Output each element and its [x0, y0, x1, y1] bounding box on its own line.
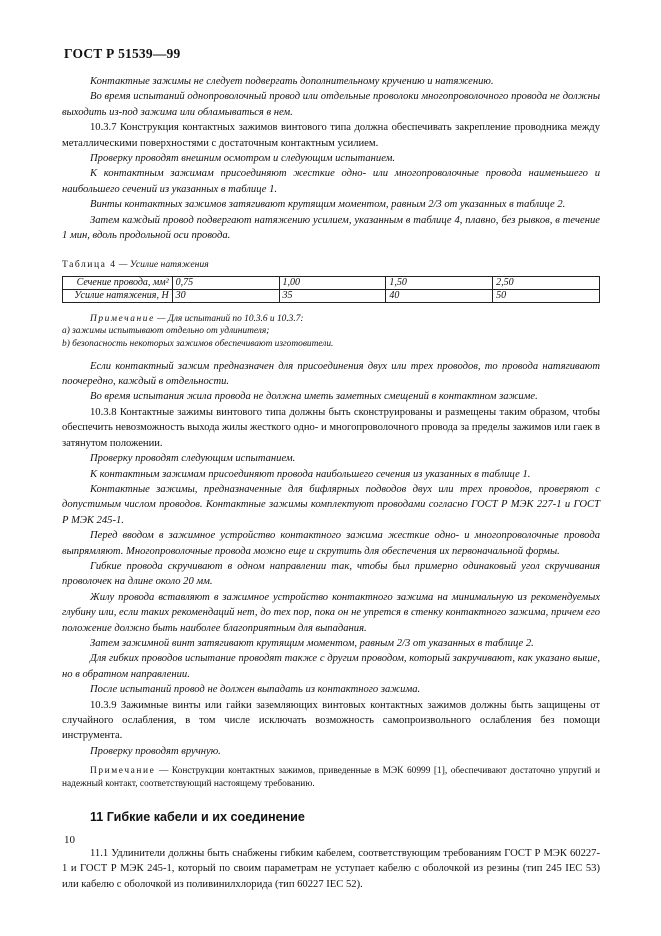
paragraph: Контактные зажимы не следует подвергать дополнительному кручению и натяжению.: [90, 76, 494, 87]
note-item: b) безопасность некоторых зажимов обеспечивают изготовители.: [62, 339, 334, 350]
table-cell: 40: [386, 289, 493, 302]
table-cell: 0,75: [172, 276, 279, 289]
paragraph: К контактным зажимам присоединяют жесткие одно- или многопроволочные провода наименьшего и наибольшего сечений из указанных в таблице 1.: [62, 168, 600, 195]
paragraph: Если контактный зажим предназначен для присоединения двух или трех проводов, то провода натягивают поочередно, каждый в отдельности.: [62, 360, 600, 388]
clause-10-3-7: 10.3.7 Конструкция контактных зажимов винтового типа должна обеспечивать закрепление проводника между металлическими поверхностями с достаточным контактным усилием.: [62, 122, 600, 149]
note-heading: [62, 313, 600, 326]
note-text: — Конструкции контактных зажимов, приведенные в МЭК 60999 [1], обеспечивают достаточно упругий и надежный контакт, соответствующий настоящему требованию.: [62, 766, 600, 789]
note-text: — Для испытаний по 10.3.6 и 10.3.7:: [154, 313, 304, 324]
table-label: Таблица 4: [62, 259, 117, 271]
table-cell: 1,50: [386, 276, 493, 289]
paragraph: Во время испытания жила провода не должна иметь заметных смещений в контактном зажиме.: [90, 391, 538, 403]
clause-10-3-9: 10.3.9 Зажимные винты или гайки заземляющих винтовых контактных зажимов должны быть защищены от случайного ослабления, в том числе исключать возможность самопроизвольного ослабления без помощи инструмента.: [62, 699, 600, 742]
table-cell: 50: [493, 289, 600, 302]
row-header: Сечение провода, мм²: [63, 276, 173, 289]
tension-table: [62, 276, 600, 303]
clause-note: [62, 765, 600, 790]
paragraph: Винты контактных зажимов затягивают крутящим моментом, равным 2/3 от указанных в таблице 2.: [90, 199, 566, 211]
paragraph: Перед вводом в зажимное устройство контактного зажима жесткие одно- и многопроволочные провода выпрямляют. Многопроволочные провода можно еще и скрутить для обеспечения их первоначальной формы.: [62, 530, 600, 557]
paragraph: Для гибких проводов испытание проводят также с другим проводом, который закручивают, как указано выше, но в обратном направлении.: [62, 653, 600, 680]
paragraph: К контактным зажимам присоединяют провода наибольшего сечения из указанных в таблице 1.: [90, 468, 531, 480]
paragraph: Гибкие провода скручивают в одном направлении так, чтобы был примерно одинаковый угол скручивания проволочек на длине около 20 мм.: [62, 560, 600, 588]
table-caption: [62, 257, 600, 272]
page-number: 10: [64, 834, 75, 846]
table-note: [62, 313, 600, 351]
document-body: [62, 74, 600, 892]
note-item: a) зажимы испытывают отдельно от удлинителя;: [62, 326, 270, 337]
table-row: [63, 289, 600, 302]
paragraph: Проверку проводят вручную.: [90, 745, 221, 757]
paragraph: Затем каждый провод подвергают натяжению усилием, указанным в таблице 4, плавно, без рывков, в течение 1 мин, вдоль продольной оси провода.: [62, 214, 600, 242]
table-row: [63, 276, 600, 289]
table-cell: 2,50: [493, 276, 600, 289]
paragraph: Затем зажимной винт затягивают крутящим моментом, равным 2/3 от указанных в таблице 2.: [90, 637, 534, 649]
clause-11-1: 11.1 Удлинители должны быть снабжены гибким кабелем, соответствующим требованиям ГОСТ Р МЭК 60227-1 и ГОСТ Р МЭК 245-1, который по своим параметрам не уступает кабелю с оболочкой из резины (тип 245 IEC 53) или кабелю с оболочкой из поливинилхлорида (тип 60227 IEC 52).: [62, 847, 600, 890]
clause-10-3-8: 10.3.8 Контактные зажимы винтового типа должны быть сконструированы и размещены таким образом, чтобы обеспечить невозможность выхода жилы жесткого одно- и многопроволочного провода за пределы зажимов или гаек в затянутом положении.: [62, 406, 600, 449]
paragraph: Жилу провода вставляют в зажимное устройство контактного зажима на минимальную из рекомендуемых глубину или, если таких рекомендаций нет, до тех пор, пока он не упрется в стенку контактного зажима, причем его положение должно быть наиболее благоприятным для выпадания.: [62, 591, 600, 634]
table-cell: 35: [279, 289, 386, 302]
section-heading: 11 Гибкие кабели и их соединение: [90, 810, 305, 825]
table-cell: 1,00: [279, 276, 386, 289]
paragraph: После испытаний провод не должен выпадать из контактного зажима.: [90, 684, 421, 696]
note-label: Примечание: [90, 313, 155, 324]
paragraph: Во время испытаний однопроволочный провод или отдельные проволоки многопроволочного провода не должны выходить из-под зажима или обламываться в нем.: [62, 91, 600, 118]
table-cell: 30: [172, 289, 279, 302]
paragraph: Проверку проводят внешним осмотром и следующим испытанием.: [90, 153, 396, 165]
table-title: — Усилие натяжения: [116, 259, 209, 271]
paragraph: Проверку проводят следующим испытанием.: [90, 453, 296, 465]
paragraph: Контактные зажимы, предназначенные для бифлярных подводов двух или трех проводов, проверяют с допустимым числом проводов. Контактные зажимы комплектуют проводами согласно ГОСТ Р МЭК 227-1 и ГОСТ Р МЭК 245-1.: [62, 483, 600, 526]
document-code: ГОСТ Р 51539—99: [64, 46, 181, 61]
row-header: Усилие натяжения, Н: [63, 289, 173, 302]
note-label: Примечание: [90, 766, 156, 777]
